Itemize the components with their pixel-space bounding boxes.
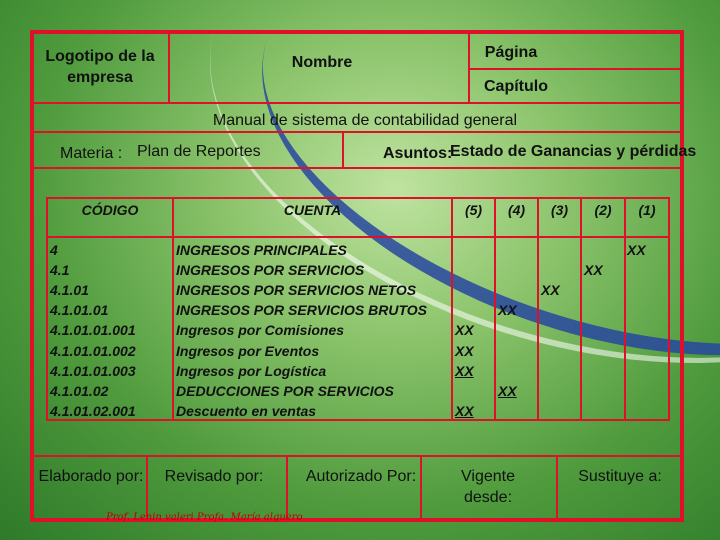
elaborado-label: Elaborado por: bbox=[38, 468, 144, 485]
subject-vdivider bbox=[342, 131, 344, 167]
col-divider-3 bbox=[537, 197, 539, 421]
header-col1: (1) bbox=[638, 202, 656, 218]
row-account: INGRESOS POR SERVICIOS BRUTOS bbox=[176, 302, 428, 319]
subject-divider bbox=[30, 167, 684, 169]
header-col4: (4) bbox=[507, 202, 526, 218]
row-account: Ingresos por Logística bbox=[176, 362, 327, 379]
row-code: 4.1.01.02.001 bbox=[50, 402, 136, 419]
row-amount-mark: XX bbox=[541, 282, 560, 299]
row-account: INGRESOS PRINCIPALES bbox=[176, 242, 347, 258]
row-account: Ingresos por Comisiones bbox=[176, 322, 345, 339]
manual-title: Manual de sistema de contabilidad general bbox=[212, 112, 518, 129]
row-amount-mark: XX bbox=[455, 362, 474, 379]
page-label: Página bbox=[484, 44, 538, 61]
row-amount-mark: XX bbox=[584, 262, 603, 279]
row-code: 4.1.01 bbox=[50, 282, 89, 299]
asunto-label: Asuntos: bbox=[383, 145, 453, 162]
vigente-label: Vigente desde: bbox=[461, 468, 515, 506]
table-header-divider bbox=[46, 236, 670, 238]
row-amount-mark: XX bbox=[498, 382, 517, 399]
asunto-value: Estado de Ganancias y pérdidas bbox=[450, 143, 697, 160]
row-code: 4.1.01.01.001 bbox=[50, 322, 136, 339]
revisado-label: Revisado por: bbox=[164, 468, 264, 485]
row-account: DEDUCCIONES POR SERVICIOS bbox=[176, 382, 394, 399]
row-code: 4.1.01.01.002 bbox=[50, 342, 136, 359]
row-account: INGRESOS POR SERVICIOS bbox=[176, 262, 365, 279]
materia-value: Plan de Reportes bbox=[137, 143, 261, 160]
row-amount-mark: XX bbox=[455, 402, 474, 419]
title-divider bbox=[30, 131, 684, 133]
col-divider-2 bbox=[580, 197, 582, 421]
header-code: CÓDIGO bbox=[81, 202, 139, 218]
autorizado-label: Autorizado Por: bbox=[305, 468, 417, 485]
row-code: 4.1.01.01 bbox=[50, 302, 109, 319]
name-divider bbox=[468, 34, 470, 102]
col-divider-5 bbox=[451, 197, 453, 421]
header-col3: (3) bbox=[550, 202, 569, 218]
row-amount-mark: XX bbox=[455, 322, 474, 339]
author-credit: Prof. Lenin valeri Profa. María alguero bbox=[106, 512, 303, 523]
col-divider-account bbox=[172, 197, 174, 421]
header-divider bbox=[30, 102, 684, 104]
name-label: Nombre bbox=[291, 54, 353, 71]
col-divider-1 bbox=[624, 197, 626, 421]
footer-divider-2 bbox=[286, 455, 288, 518]
row-amount-mark: XX bbox=[498, 302, 517, 319]
header-col5: (5) bbox=[464, 202, 483, 218]
page-chapter-divider bbox=[468, 68, 684, 70]
chapter-label: Capítulo bbox=[484, 78, 548, 95]
row-code: 4.1 bbox=[50, 262, 70, 279]
row-code: 4.1.01.01.003 bbox=[50, 362, 136, 379]
row-account: INGRESOS POR SERVICIOS NETOS bbox=[176, 282, 417, 299]
header-account: CUENTA bbox=[283, 202, 342, 218]
footer-divider-1 bbox=[146, 455, 148, 518]
footer-divider-3 bbox=[420, 455, 422, 518]
row-account: Descuento en ventas bbox=[176, 402, 317, 419]
logo-placeholder: Logotipo de la empresa bbox=[45, 48, 155, 86]
header-col2: (2) bbox=[594, 202, 612, 218]
row-account: Ingresos por Eventos bbox=[176, 342, 320, 359]
logo-divider bbox=[168, 34, 170, 102]
footer-divider-4 bbox=[556, 455, 558, 518]
footer-divider bbox=[30, 455, 684, 457]
row-amount-mark: XX bbox=[627, 242, 646, 258]
sustituye-label: Sustituye a: bbox=[578, 468, 662, 485]
materia-label: Materia : bbox=[60, 145, 123, 162]
row-code: 4 bbox=[50, 242, 58, 258]
row-amount-mark: XX bbox=[455, 342, 474, 359]
col-divider-4 bbox=[494, 197, 496, 421]
row-code: 4.1.01.02 bbox=[50, 382, 109, 399]
